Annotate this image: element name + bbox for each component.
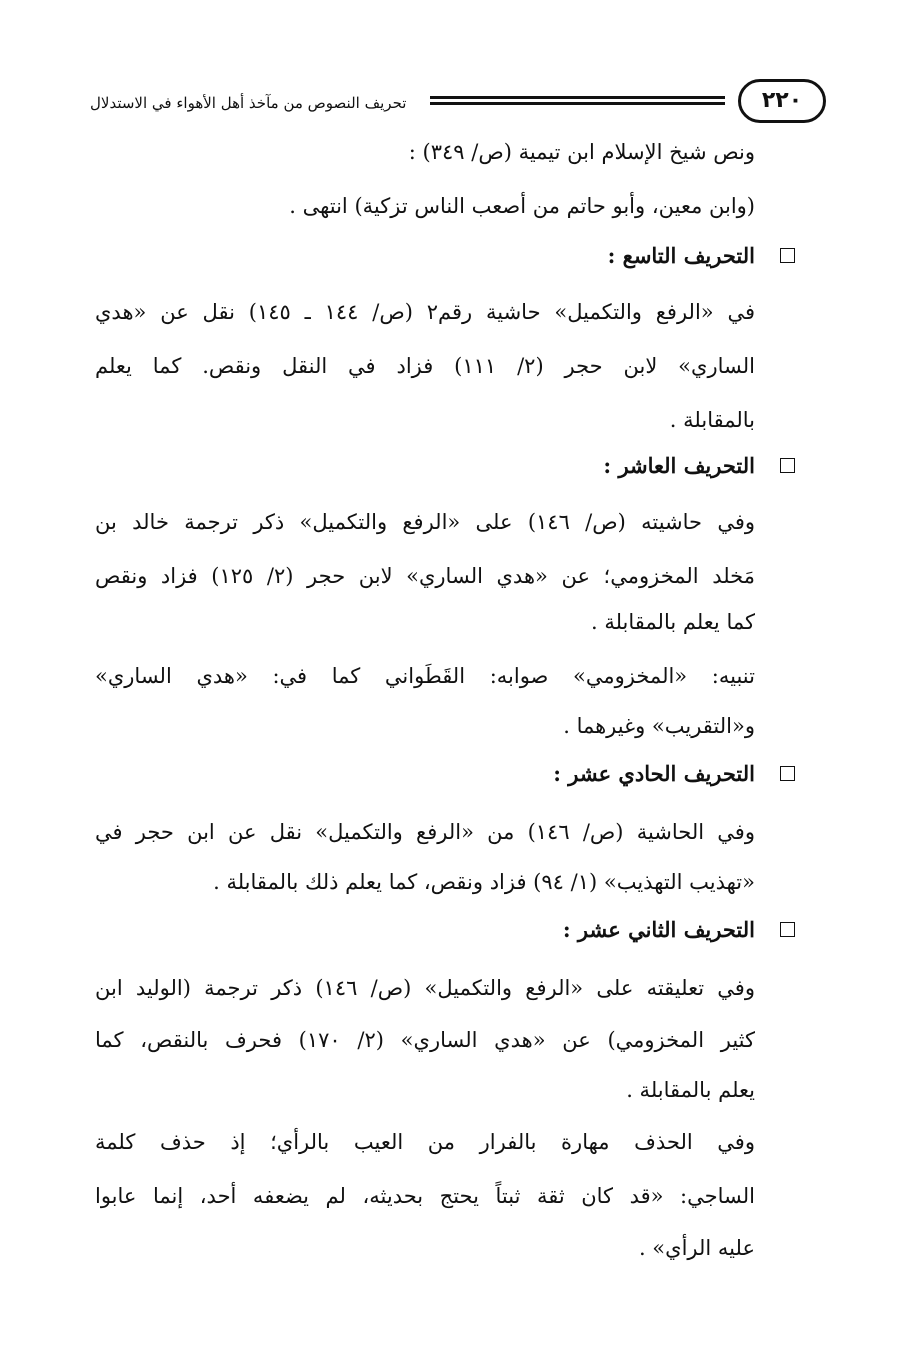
text-line: عليه الرأي» .: [638, 1236, 755, 1260]
text-line: تنبيه: «المخزومي» صوابه: القَطَواني كما في: «هدي الساري»: [95, 664, 755, 688]
text-line: وفي حاشيته (ص/ ١٤٦) على «الرفع والتكميل» ذكر ترجمة خالد بن: [95, 510, 755, 534]
text-line: يعلم بالمقابلة .: [626, 1078, 755, 1102]
section-heading-12: [95, 916, 755, 944]
page-number: ٢٢٠: [738, 79, 826, 123]
text-line: بالمقابلة .: [669, 408, 755, 432]
text-line: كما يعلم بالمقابلة .: [590, 610, 755, 634]
text-line: الساجي: «قد كان ثقة ثبتاً يحتج بحديثه، لم يضعفه أحد، إنما عابوا: [95, 1184, 755, 1208]
text-line: و«التقريب» وغيرهما .: [563, 714, 755, 738]
heading-text: التحريف الحادي عشر :: [553, 761, 755, 786]
text-line: وفي الحذف مهارة بالفرار من العيب بالرأي؛ إذ حذف كلمة: [95, 1130, 755, 1154]
text-line: في «الرفع والتكميل» حاشية رقم٢ (ص/ ١٤٤ ـ ١٤٥) نقل عن «هدي: [95, 300, 755, 324]
header-rule: [430, 96, 725, 108]
running-header: [90, 74, 842, 134]
text-line: (وابن معين، وأبو حاتم من أصعب الناس تزكية) انتهى .: [289, 194, 755, 218]
section-heading-10: [95, 452, 755, 480]
text-line: الساري» لابن حجر (٢/ ١١١) فزاد في النقل ونقص. كما يعلم: [95, 354, 755, 378]
text-line: وفي تعليقته على «الرفع والتكميل» (ص/ ١٤٦) ذكر ترجمة (الوليد ابن: [95, 976, 755, 1000]
heading-text: التحريف التاسع :: [607, 243, 755, 268]
heading-text: التحريف الثاني عشر :: [562, 917, 755, 942]
checkbox-icon: [780, 458, 795, 473]
checkbox-icon: [780, 922, 795, 937]
text-line: مَخلد المخزومي؛ عن «هدي الساري» لابن حجر (٢/ ١٢٥) فزاد ونقص: [95, 564, 755, 588]
heading-text: التحريف العاشر :: [603, 453, 755, 478]
section-heading-11: [95, 760, 755, 788]
text-line: كثير المخزومي) عن «هدي الساري» (٢/ ١٧٠) فحرف بالنقص، كما: [95, 1028, 755, 1052]
running-title: تحريف النصوص من مآخذ أهل الأهواء في الاستدلال: [90, 94, 407, 112]
checkbox-icon: [780, 766, 795, 781]
section-heading-9: [95, 242, 755, 270]
checkbox-icon: [780, 248, 795, 263]
text-line: ونص شيخ الإسلام ابن تيمية (ص/ ٣٤٩) :: [408, 140, 755, 164]
text-line: «تهذيب التهذيب» (١/ ٩٤) فزاد ونقص، كما يعلم ذلك بالمقابلة .: [213, 870, 755, 894]
text-line: وفي الحاشية (ص/ ١٤٦) من «الرفع والتكميل» نقل عن ابن حجر في: [95, 820, 755, 844]
